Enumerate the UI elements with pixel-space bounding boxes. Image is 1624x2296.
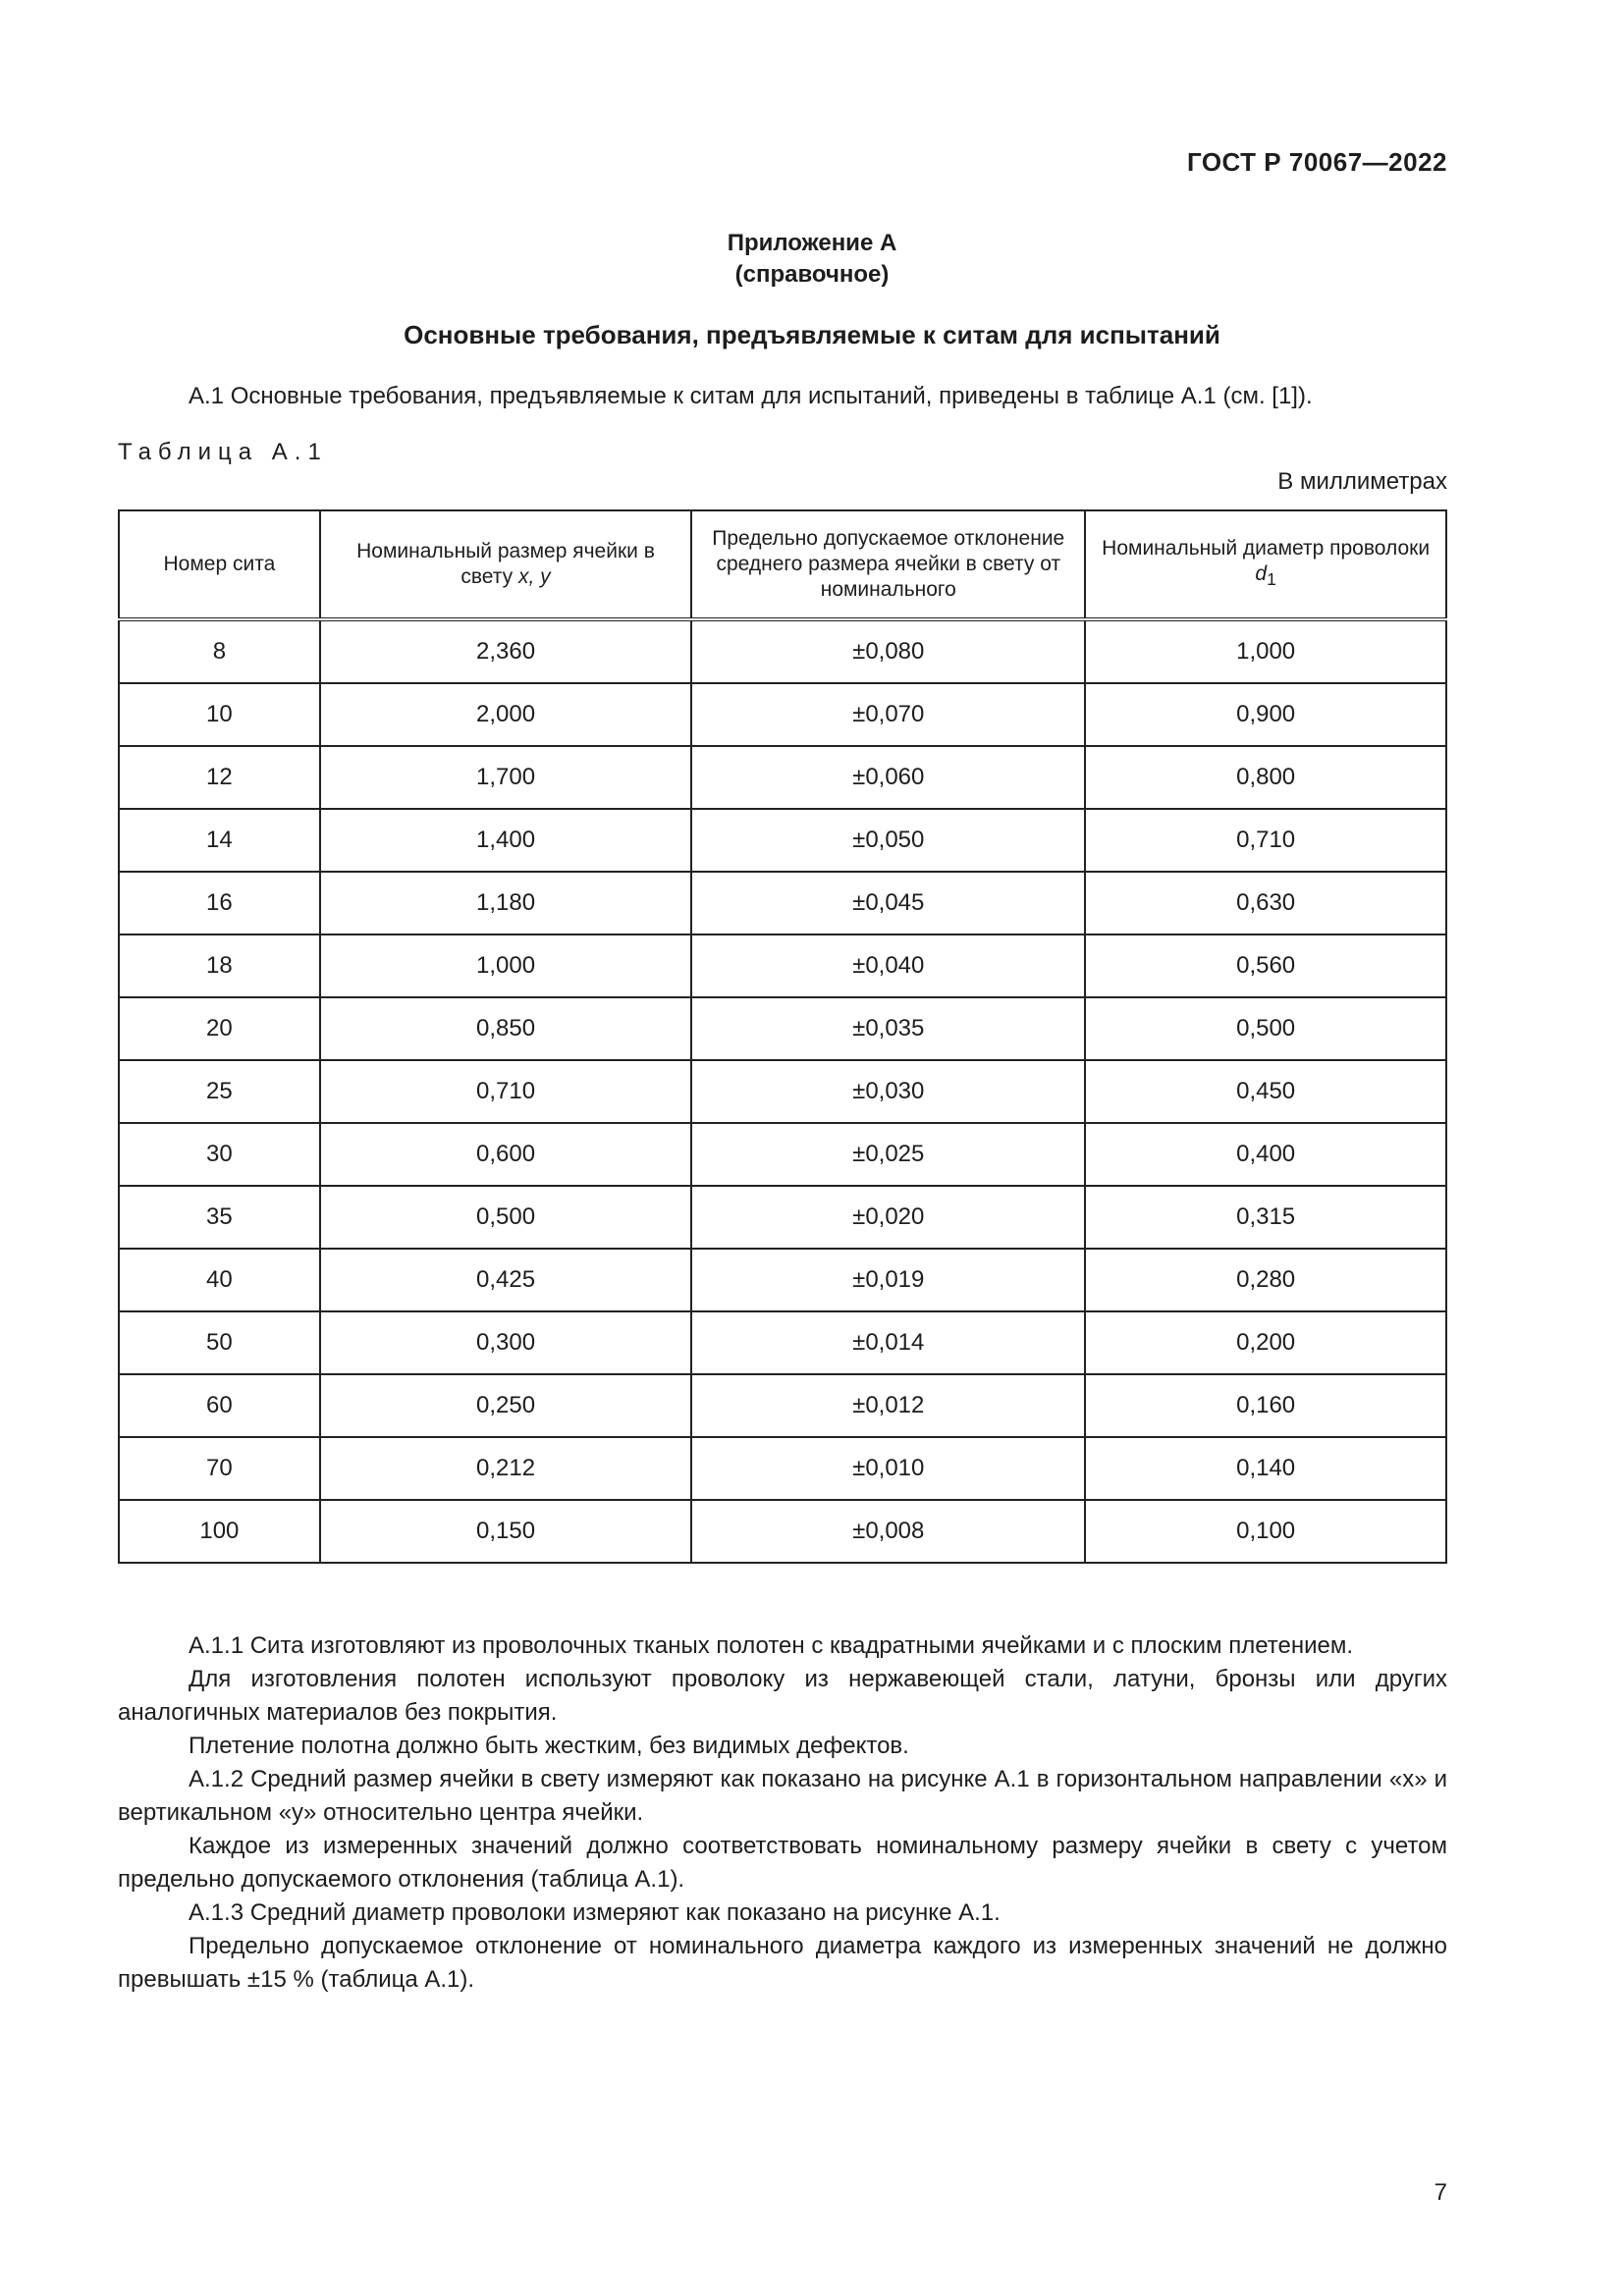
cell-deviation: ±0,050 — [691, 809, 1085, 872]
section-title: Основные требования, предъявляемые к ситам для испытаний — [404, 320, 1220, 349]
cell-wire-diameter: 0,280 — [1085, 1249, 1446, 1311]
appendix-heading — [0, 228, 1624, 291]
cell-nominal-size: 0,425 — [320, 1249, 692, 1311]
header-nominal-size — [320, 510, 692, 619]
cell-sieve-number: 50 — [119, 1311, 320, 1374]
cell-wire-diameter: 0,800 — [1085, 746, 1446, 809]
sieve-requirements-table — [118, 509, 1447, 1564]
body-paragraph: А.1.3 Средний диаметр проволоки измеряют как показано на рисунке А.1. — [189, 1899, 1001, 1926]
table-row — [119, 872, 1446, 934]
header-sieve-number: Номер сита — [119, 510, 320, 619]
cell-sieve-number: 18 — [119, 934, 320, 997]
body-paragraph: Предельно допускаемое отклонение от номинального диаметра каждого из измеренных значений не должно превышать ±15 % (таблица А.1). — [118, 1933, 1447, 1993]
cell-wire-diameter: 0,140 — [1085, 1437, 1446, 1500]
body-paragraph: Каждое из измеренных значений должно соответствовать номинальному размеру ячейки в свету с учетом предельно допускаемого отклонения (таблица А.1). — [118, 1833, 1447, 1893]
intro-paragraph: А.1 Основные требования, предъявляемые к ситам для испытаний, приведены в таблице А.1 (см. [1]). — [189, 383, 1313, 409]
cell-deviation: ±0,070 — [691, 683, 1085, 746]
table-row — [119, 1060, 1446, 1123]
table-header-row — [119, 510, 1446, 619]
cell-wire-diameter: 0,560 — [1085, 934, 1446, 997]
cell-deviation: ±0,030 — [691, 1060, 1085, 1123]
cell-sieve-number: 20 — [119, 997, 320, 1060]
body-paragraph: А.1.2 Средний размер ячейки в свету измеряют как показано на рисунке А.1 в горизонтальном направлении «x» и вертикальном «y» относительно центра ячейки. — [118, 1766, 1447, 1826]
cell-nominal-size: 0,300 — [320, 1311, 692, 1374]
table-row — [119, 1186, 1446, 1249]
cell-wire-diameter: 0,710 — [1085, 809, 1446, 872]
table-row — [119, 1437, 1446, 1500]
cell-nominal-size: 0,710 — [320, 1060, 692, 1123]
header-nominal-size-text: Номинальный размер ячейки в свету — [356, 540, 655, 588]
cell-wire-diameter: 0,900 — [1085, 683, 1446, 746]
cell-sieve-number: 10 — [119, 683, 320, 746]
cell-deviation: ±0,045 — [691, 872, 1085, 934]
appendix-title: Приложение А — [727, 230, 897, 256]
cell-wire-diameter: 0,500 — [1085, 997, 1446, 1060]
cell-sieve-number: 35 — [119, 1186, 320, 1249]
cell-nominal-size: 0,250 — [320, 1374, 692, 1437]
cell-deviation: ±0,010 — [691, 1437, 1085, 1500]
table-header — [119, 510, 1446, 619]
cell-deviation: ±0,025 — [691, 1123, 1085, 1186]
appendix-subtitle: (справочное) — [734, 261, 890, 288]
table-row — [119, 619, 1446, 683]
table-caption: Таблица А.1 — [118, 439, 328, 465]
body-paragraph: Плетение полотна должно быть жестким, без видимых дефектов. — [189, 1733, 909, 1759]
body-paragraph: Для изготовления полотен используют проволоку из нержавеющей стали, латуни, бронзы или других аналогичных материалов без покрытия. — [118, 1666, 1447, 1726]
table-units: В миллиметрах — [1277, 468, 1447, 495]
table-row — [119, 1500, 1446, 1563]
header-wire-diameter-symbol: d — [1255, 562, 1268, 586]
header-deviation: Предельно допускаемое отклонение среднего размера ячейки в свету от номинального — [691, 510, 1085, 619]
cell-wire-diameter: 0,400 — [1085, 1123, 1446, 1186]
cell-nominal-size: 0,850 — [320, 997, 692, 1060]
table-row — [119, 934, 1446, 997]
cell-nominal-size: 1,180 — [320, 872, 692, 934]
cell-sieve-number: 100 — [119, 1500, 320, 1563]
cell-sieve-number: 70 — [119, 1437, 320, 1500]
cell-nominal-size: 1,700 — [320, 746, 692, 809]
cell-deviation: ±0,040 — [691, 934, 1085, 997]
header-nominal-size-vars: x, y — [517, 565, 551, 588]
cell-nominal-size: 0,600 — [320, 1123, 692, 1186]
body-text — [118, 1629, 1447, 1997]
table-row — [119, 1123, 1446, 1186]
cell-sieve-number: 8 — [119, 619, 320, 683]
cell-wire-diameter: 0,200 — [1085, 1311, 1446, 1374]
table-row — [119, 683, 1446, 746]
table-row — [119, 1311, 1446, 1374]
body-paragraph: А.1.1 Сита изготовляют из проволочных тканых полотен с квадратными ячейками и с плоским плетением. — [189, 1632, 1353, 1659]
cell-deviation: ±0,008 — [691, 1500, 1085, 1563]
cell-nominal-size: 2,000 — [320, 683, 692, 746]
cell-sieve-number: 14 — [119, 809, 320, 872]
cell-deviation: ±0,014 — [691, 1311, 1085, 1374]
cell-nominal-size: 0,500 — [320, 1186, 692, 1249]
cell-wire-diameter: 0,630 — [1085, 872, 1446, 934]
cell-sieve-number: 25 — [119, 1060, 320, 1123]
cell-nominal-size: 1,400 — [320, 809, 692, 872]
cell-wire-diameter: 1,000 — [1085, 619, 1446, 683]
cell-deviation: ±0,012 — [691, 1374, 1085, 1437]
table-row — [119, 809, 1446, 872]
cell-deviation: ±0,019 — [691, 1249, 1085, 1311]
cell-sieve-number: 60 — [119, 1374, 320, 1437]
page-number: 7 — [1434, 2179, 1447, 2206]
table-row — [119, 1374, 1446, 1437]
cell-wire-diameter: 0,100 — [1085, 1500, 1446, 1563]
cell-nominal-size: 2,360 — [320, 619, 692, 683]
table-row — [119, 997, 1446, 1060]
table-body — [119, 619, 1446, 1563]
cell-deviation: ±0,020 — [691, 1186, 1085, 1249]
cell-wire-diameter: 0,315 — [1085, 1186, 1446, 1249]
cell-sieve-number: 12 — [119, 746, 320, 809]
table-row — [119, 746, 1446, 809]
cell-wire-diameter: 0,450 — [1085, 1060, 1446, 1123]
header-wire-diameter — [1085, 510, 1446, 619]
cell-nominal-size: 0,212 — [320, 1437, 692, 1500]
cell-nominal-size: 1,000 — [320, 934, 692, 997]
table-row — [119, 1249, 1446, 1311]
cell-sieve-number: 16 — [119, 872, 320, 934]
cell-deviation: ±0,080 — [691, 619, 1085, 683]
cell-wire-diameter: 0,160 — [1085, 1374, 1446, 1437]
header-wire-diameter-subscript: 1 — [1267, 569, 1276, 590]
cell-deviation: ±0,060 — [691, 746, 1085, 809]
cell-sieve-number: 30 — [119, 1123, 320, 1186]
document-code: ГОСТ Р 70067—2022 — [1186, 147, 1447, 177]
header-wire-diameter-text: Номинальный диаметр проволоки — [1102, 537, 1431, 561]
cell-nominal-size: 0,150 — [320, 1500, 692, 1563]
cell-deviation: ±0,035 — [691, 997, 1085, 1060]
cell-sieve-number: 40 — [119, 1249, 320, 1311]
